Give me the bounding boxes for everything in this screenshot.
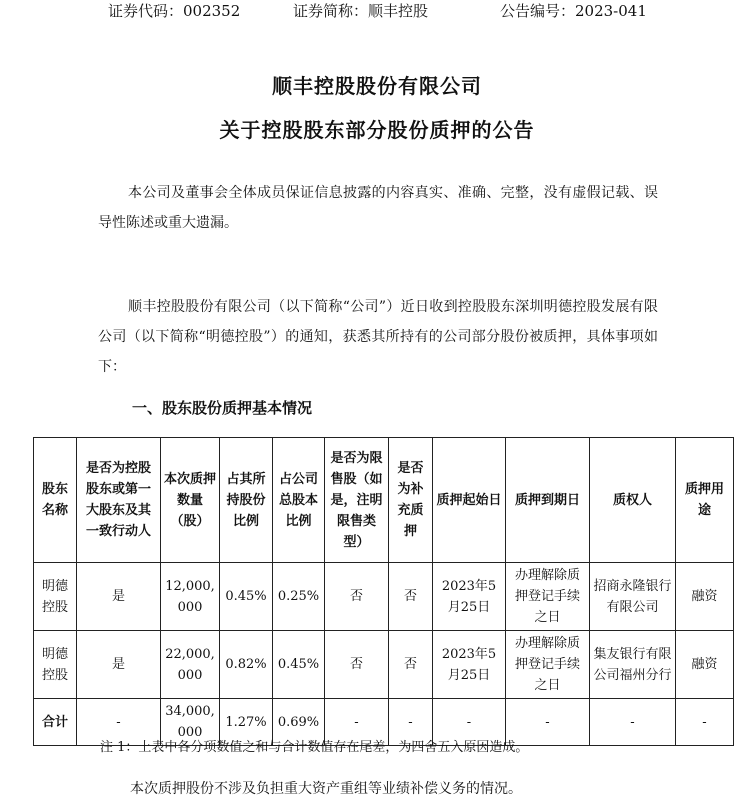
header-cell: 占其所持股份比例: [220, 438, 273, 563]
notice-number: 公告编号：2023-041: [500, 2, 647, 20]
table-cell: -: [676, 699, 734, 746]
table-cell: -: [77, 699, 161, 746]
intro-paragraph: 顺丰控股股份有限公司（以下简称“公司”）近日收到控股股东深圳明德控股发展有限公司（以下简称“明德控股”）的通知，获悉其所持有的公司部分股份被质押，具体事项如下：: [98, 299, 658, 375]
table-cell: 否: [389, 563, 433, 631]
table-cell: 0.82%: [220, 631, 273, 699]
table-row: [34, 563, 734, 631]
table-cell: 是: [77, 631, 161, 699]
table-cell: -: [506, 699, 590, 746]
table-cell: -: [433, 699, 506, 746]
board-statement: 本公司及董事会全体成员保证信息披露的内容真实、准确、完整，没有虚假记载、误导性陈述或重大遗漏。: [98, 185, 658, 231]
header-cell: 是否为补充质押: [389, 438, 433, 563]
header-cell: 是否为限售股（如是，注明限售类型）: [325, 438, 389, 563]
table-cell: 办理解除质押登记手续之日: [506, 563, 590, 631]
header-cell: 本次质押数量（股）: [161, 438, 220, 563]
table-cell: 招商永隆银行有限公司: [590, 563, 676, 631]
table-header-row: [34, 438, 734, 563]
table-cell: 0.45%: [273, 631, 325, 699]
header-cell: 质权人: [590, 438, 676, 563]
pledge-table: [33, 437, 734, 746]
table-cell: 办理解除质押登记手续之日: [506, 631, 590, 699]
table-cell: 0.45%: [220, 563, 273, 631]
table-cell: 12,000,000: [161, 563, 220, 631]
table-row: [34, 631, 734, 699]
table-cell: 融资: [676, 563, 734, 631]
table-note: 注 1：上表中各分项数值之和与合计数值存在尾差，为四舍五入原因造成。: [100, 740, 529, 755]
header-cell: 质押用途: [676, 438, 734, 563]
table-cell: 34,000,000: [161, 699, 220, 746]
header-cell: 股东名称: [34, 438, 77, 563]
table-cell: -: [389, 699, 433, 746]
table-cell: 1.27%: [220, 699, 273, 746]
table-cell: 0.25%: [273, 563, 325, 631]
header-cell: 质押起始日: [433, 438, 506, 563]
table-cell: 22,000,000: [161, 631, 220, 699]
company-title: 顺丰控股股份有限公司: [272, 74, 482, 98]
table-cell: 融资: [676, 631, 734, 699]
table-cell: -: [590, 699, 676, 746]
stock-code: 证券代码：002352: [108, 2, 241, 20]
table-cell: -: [325, 699, 389, 746]
stock-short-name: 证券简称：顺丰控股: [293, 2, 429, 20]
table-cell: 0.69%: [273, 699, 325, 746]
table-cell: 集友银行有限公司福州分行: [590, 631, 676, 699]
table-cell: 是: [77, 563, 161, 631]
table-cell: 否: [325, 631, 389, 699]
section-title: 一、股东股份质押基本情况: [132, 399, 313, 417]
closing-statement: 本次质押股份不涉及负担重大资产重组等业绩补偿义务的情况。: [130, 781, 522, 797]
header-cell: 占公司总股本比例: [273, 438, 325, 563]
table-cell: 2023年5月25日: [433, 631, 506, 699]
table-cell: 否: [389, 631, 433, 699]
notice-title: 关于控股股东部分股份质押的公告: [219, 118, 535, 142]
table-cell: 合计: [34, 699, 77, 746]
table-cell: 2023年5月25日: [433, 563, 506, 631]
table-cell: 明德控股: [34, 631, 77, 699]
table-cell: 否: [325, 563, 389, 631]
header-cell: 是否为控股股东或第一大股东及其一致行动人: [77, 438, 161, 563]
table-cell: 明德控股: [34, 563, 77, 631]
page-header: [0, 0, 754, 24]
header-cell: 质押到期日: [506, 438, 590, 563]
